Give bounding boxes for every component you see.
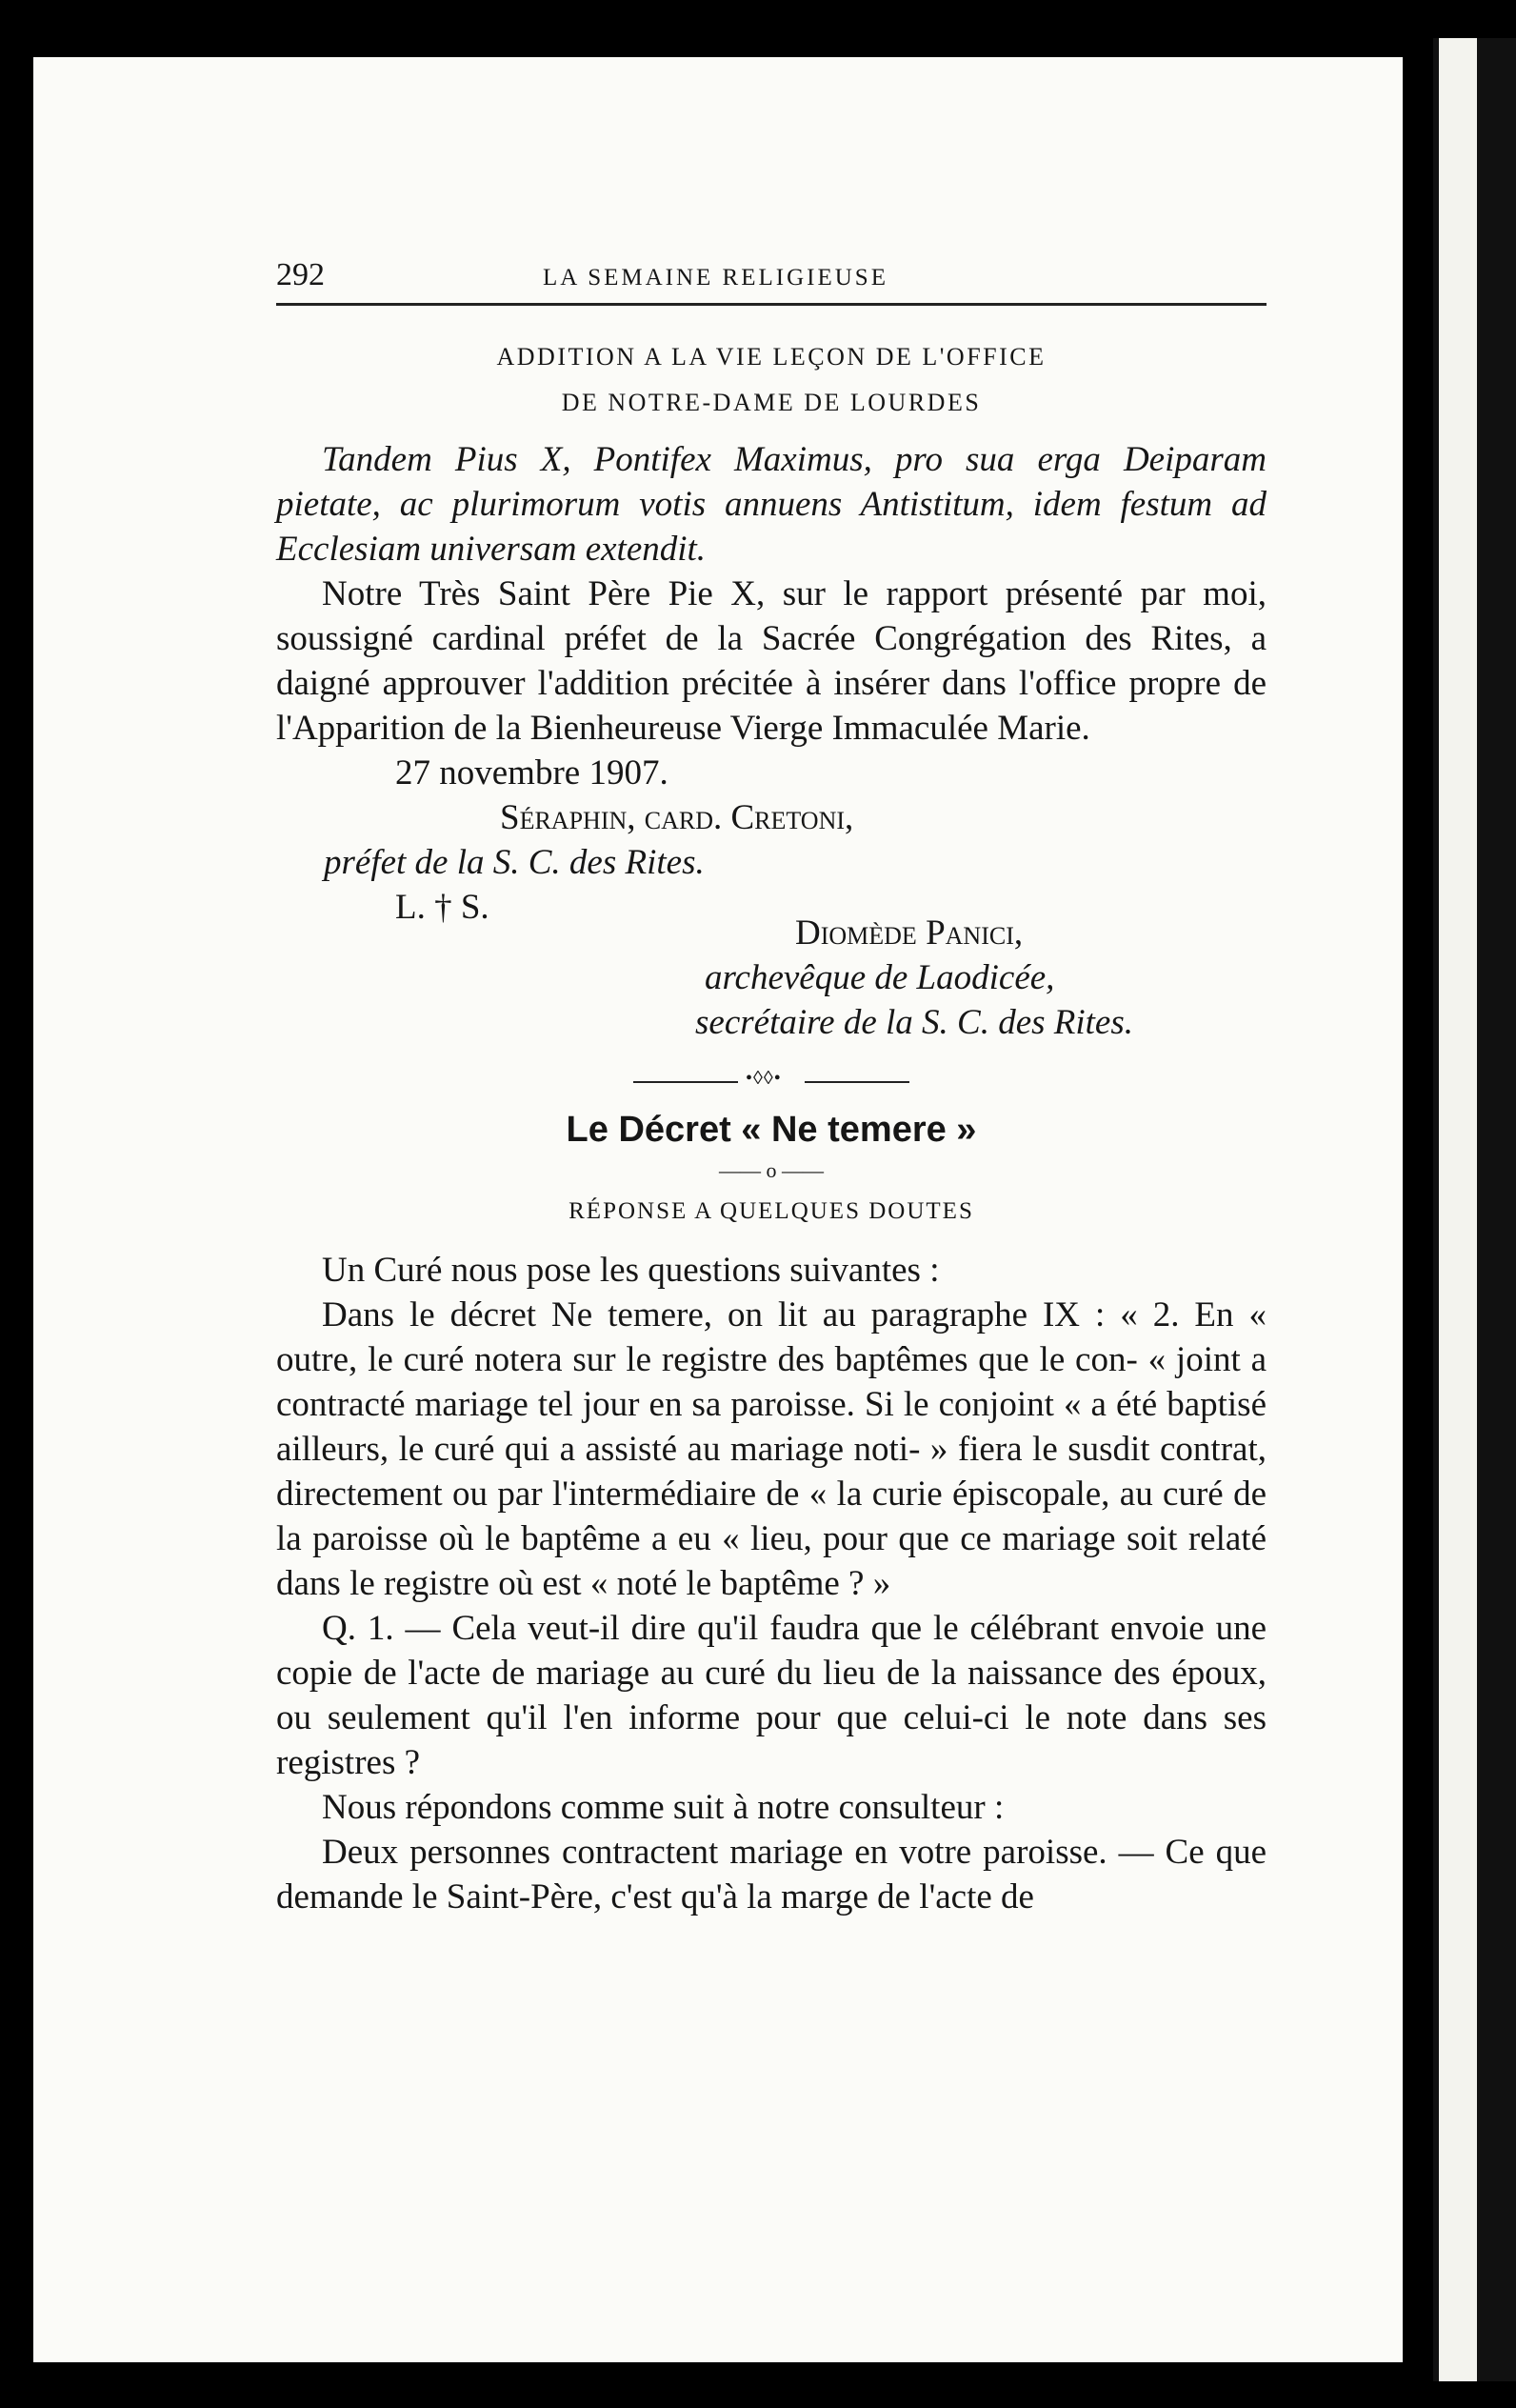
secretary-line1: archevêque de Laodicée, bbox=[705, 958, 1055, 997]
section-title-line1: ADDITION A LA VIE LEÇON DE L'OFFICE bbox=[496, 343, 1047, 371]
paragraph-question-intro: Un Curé nous pose les questions suivantes : bbox=[322, 1251, 940, 1290]
article-subtitle: RÉPONSE A QUELQUES DOUTES bbox=[568, 1198, 974, 1224]
ornament-glyph: •◊◊• bbox=[746, 1068, 782, 1089]
ornament-divider bbox=[633, 1068, 909, 1089]
paragraph-response-intro: Nous répondons comme suit à notre consulteur : bbox=[322, 1788, 1005, 1827]
adjacent-page-edge bbox=[1433, 38, 1516, 2381]
signature-name: Séraphin, card. Cretoni, bbox=[500, 798, 854, 837]
latin-paragraph: Tandem Pius X, Pontifex Maximus, pro sua erga Deiparam pietate, ac plurimorum votis annuens Antistitum, idem festum ad Ecclesiam universam extendit. bbox=[276, 440, 1267, 569]
running-head bbox=[276, 257, 1267, 306]
journal-title: LA SEMAINE RELIGIEUSE bbox=[543, 265, 888, 291]
paragraph-response: Deux personnes contractent mariage en votre paroisse. — Ce que demande le Saint-Père, c'est qu'à la marge de l'acte de bbox=[276, 1833, 1267, 1916]
adjacent-page-sliver bbox=[1439, 38, 1477, 2381]
signature-title: préfet de la S. C. des Rites. bbox=[324, 843, 705, 882]
secretary-line2: secrétaire de la S. C. des Rites. bbox=[695, 1003, 1134, 1042]
secretary-name: Diomède Panici, bbox=[795, 913, 1024, 953]
seal-mark: L. † S. bbox=[395, 888, 489, 927]
paragraph-q1: Q. 1. — Cela veut-il dire qu'il faudra que le célébrant envoie une copie de l'acte de mariage au curé du lieu de la naissance des époux, ou seulement qu'il l'en informe pour que celui-ci le note dans ses registres ? bbox=[276, 1609, 1267, 1782]
page-content bbox=[276, 257, 1267, 1919]
section-title-line2: DE NOTRE-DAME DE LOURDES bbox=[561, 389, 982, 416]
paragraph-quote: Dans le décret Ne temere, on lit au paragraphe IX : « 2. En « outre, le curé notera sur le registre des baptêmes que le con- « joint a contracté mariage tel jour en sa paroisse. Si le conjoint « a été baptisé ailleurs, le curé qui a assisté au mariage noti- » fiera le susdit contrat, directement ou par l'intermédiaire de « la curie épiscopale, au curé de la paroisse où le baptême a eu « lieu, pour que ce mariage soit relaté dans le registre où est « noté le baptême ? » bbox=[276, 1295, 1267, 1603]
decree-paragraph: Notre Très Saint Père Pie X, sur le rapport présenté par moi, soussigné cardinal préfet de la Sacrée Congrégation des Rites, a daigné approuver l'addition précitée à insérer dans l'office propre de l'Apparition de la Bienheureuse Vierge Immaculée Marie. bbox=[276, 574, 1267, 748]
article-title: Le Décret « Ne temere » bbox=[566, 1110, 977, 1150]
small-rule: —— o —— bbox=[719, 1158, 824, 1182]
page-number: 292 bbox=[276, 257, 325, 292]
decree-date: 27 novembre 1907. bbox=[395, 753, 668, 793]
